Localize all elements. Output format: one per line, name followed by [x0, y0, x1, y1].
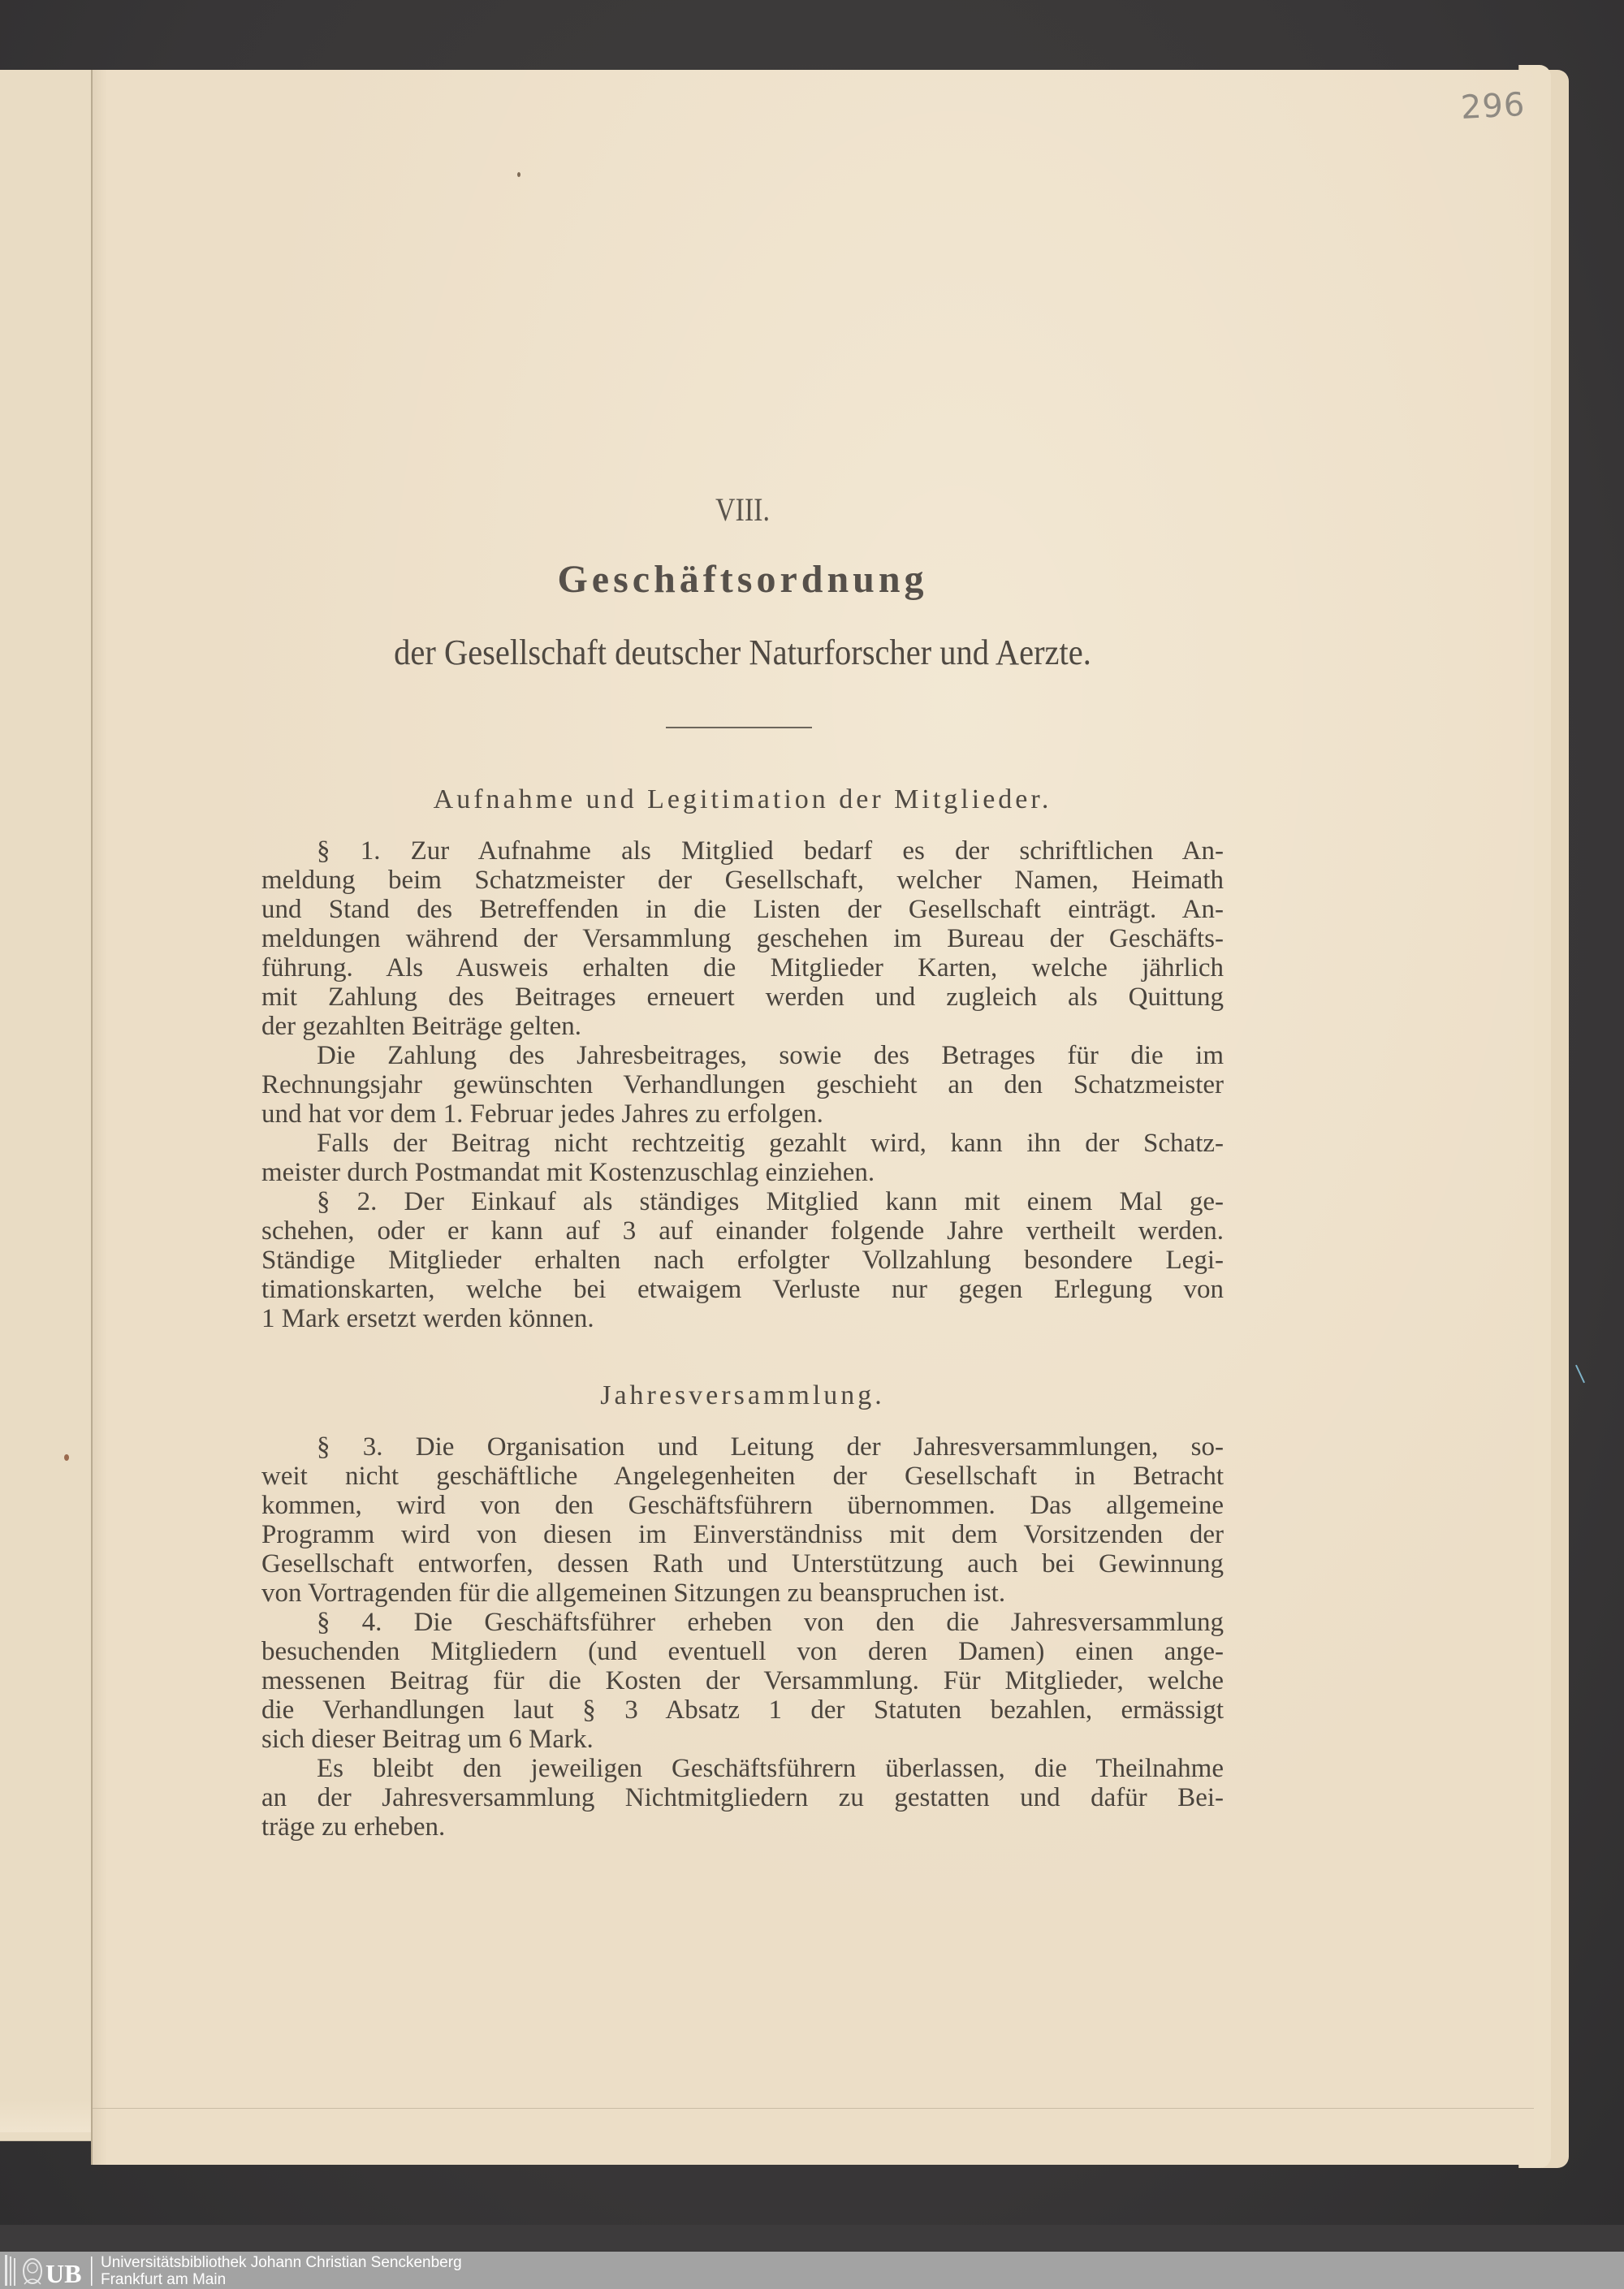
- chapter-numeral: VIII.: [715, 491, 771, 528]
- paper-speck: [517, 172, 520, 177]
- text-line: Es bleibt den jeweiligen Geschäftsführern überlassen, die Theilnahme: [317, 1754, 1224, 1783]
- text-line: träge zu erheben.: [261, 1812, 446, 1842]
- section-heading: Aufnahme und Legitimation der Mitglieder.: [433, 784, 1052, 814]
- handwritten-page-number: 296: [1459, 85, 1527, 127]
- text-line: führung. Als Ausweis erhalten die Mitglieder Karten, welche jährlich: [261, 953, 1224, 983]
- text-line: mit Zahlung des Beitrages erneuert werden und zugleich als Quittung: [261, 983, 1224, 1012]
- text-line: Ständige Mitglieder erhalten nach erfolgter Vollzahlung besondere Legi-: [261, 1246, 1224, 1275]
- text-line: weit nicht geschäftliche Angelegenheiten der Gesellschaft in Betracht: [261, 1462, 1224, 1491]
- text-line: die Verhandlungen laut § 3 Absatz 1 der Statuten bezahlen, ermässigt: [261, 1695, 1224, 1725]
- text-line: messenen Beitrag für die Kosten der Versammlung. Für Mitglieder, welche: [261, 1666, 1224, 1695]
- library-footer: [0, 2252, 1624, 2289]
- text-line: meldungen während der Versammlung geschehen im Bureau der Geschäfts-: [261, 924, 1224, 953]
- text-line: von Vortragenden für die allgemeinen Sitzungen zu beanspruchen ist.: [261, 1579, 1006, 1608]
- text-line: § 2. Der Einkauf als ständiges Mitglied kann mit einem Mal ge-: [317, 1187, 1224, 1216]
- text-line: Falls der Beitrag nicht rechtzeitig gezahlt wird, kann ihn der Schatz-: [317, 1129, 1224, 1158]
- facing-page-edge: [0, 70, 91, 2141]
- text-line: kommen, wird von den Geschäftsführern übernommen. Das allgemeine: [261, 1491, 1224, 1520]
- text-line: Rechnungsjahr gewünschten Verhandlungen geschieht an den Schatzmeister: [261, 1070, 1224, 1099]
- text-line: sich dieser Beitrag um 6 Mark.: [261, 1725, 594, 1754]
- text-line: meister durch Postmandat mit Kostenzuschlag einziehen.: [261, 1158, 875, 1187]
- text-line: besuchenden Mitgliedern (und eventuell von deren Damen) einen ange-: [261, 1637, 1224, 1666]
- text-line: der gezahlten Beiträge gelten.: [261, 1012, 581, 1041]
- text-line: § 1. Zur Aufnahme als Mitglied bedarf es der schriftlichen An-: [317, 836, 1224, 866]
- university-library-logo-icon: [3, 2253, 94, 2287]
- text-line: an der Jahresversammlung Nichtmitgliedern zu gestatten und dafür Bei-: [261, 1783, 1224, 1812]
- text-line: meldung beim Schatzmeister der Gesellschaft, welcher Namen, Heimath: [261, 866, 1224, 895]
- text-line: timationskarten, welche bei etwaigem Verluste nur gegen Erlegung von: [261, 1275, 1224, 1304]
- library-city: Frankfurt am Main: [101, 2271, 227, 2288]
- text-line: und Stand des Betreffenden in die Listen der Gesellschaft einträgt. An-: [261, 895, 1224, 924]
- text-line: schehen, oder er kann auf 3 auf einander folgende Jahre vertheilt werden.: [261, 1216, 1224, 1246]
- title-divider: [666, 727, 812, 728]
- text-line: Gesellschaft entworfen, dessen Rath und Unterstützung auch bei Gewinnung: [261, 1549, 1224, 1579]
- text-line: Programm wird von diesen im Einverständniss mit dem Vorsitzenden der: [261, 1520, 1224, 1549]
- text-line: Die Zahlung des Jahresbeitrages, sowie des Betrages für die im: [317, 1041, 1224, 1070]
- text-line: § 4. Die Geschäftsführer erheben von den die Jahresversammlung: [317, 1608, 1224, 1637]
- document-subtitle: der Gesellschaft deutscher Naturforscher und Aerzte.: [394, 633, 1091, 672]
- document-title: Geschäftsordnung: [557, 558, 928, 601]
- section-heading: Jahresversammlung.: [600, 1380, 885, 1410]
- svg-text:UB: UB: [45, 2259, 82, 2287]
- text-line: und hat vor dem 1. Februar jedes Jahres zu erfolgen.: [261, 1099, 823, 1129]
- paper-speck: [64, 1454, 69, 1461]
- library-name: Universitätsbibliothek Johann Christian Senckenberg: [101, 2254, 462, 2271]
- text-line: 1 Mark ersetzt werden können.: [261, 1304, 594, 1333]
- text-line: § 3. Die Organisation und Leitung der Jahresversammlungen, so-: [317, 1432, 1224, 1462]
